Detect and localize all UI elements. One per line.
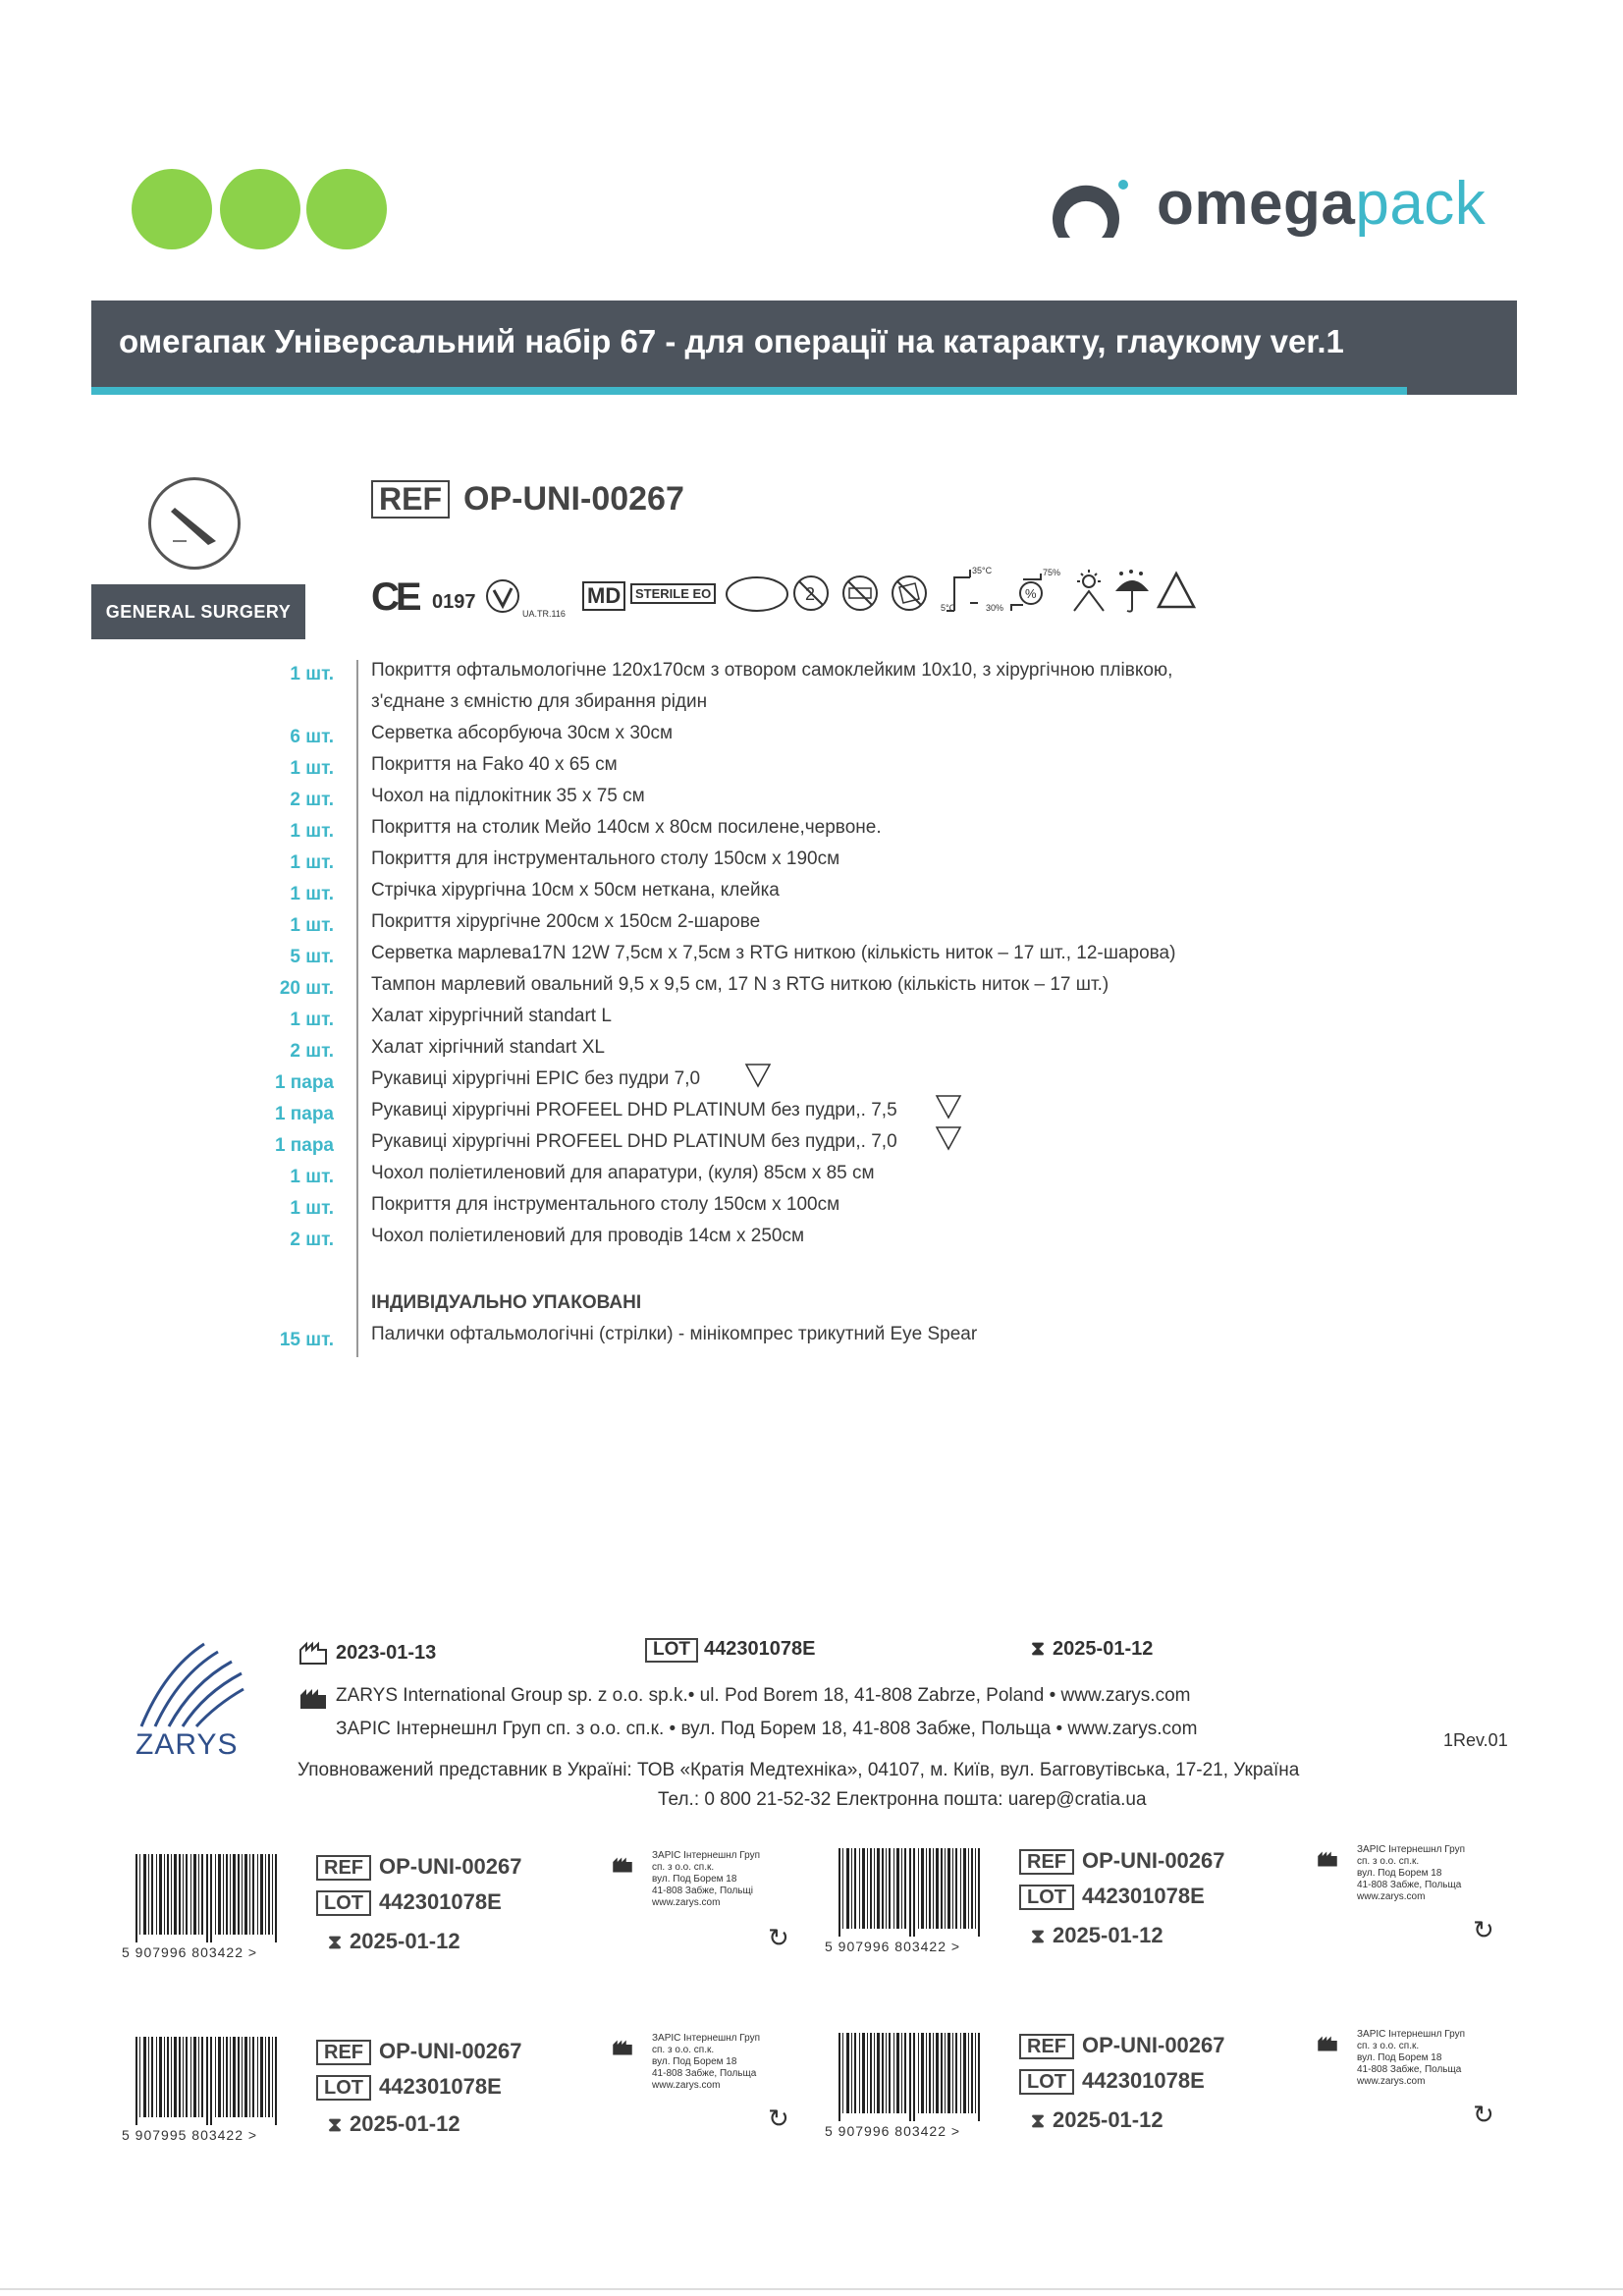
- notified-body-number: 0197: [432, 591, 476, 613]
- list-item-desc: Чохол поліетиленовий для проводів 14см х 250см: [371, 1226, 805, 1246]
- zarys-logo-icon: [135, 1640, 245, 1730]
- manufacturer-icon: [611, 2039, 634, 2056]
- lot-label: LOT: [1019, 1885, 1074, 1910]
- do-not-use-if-damaged-icon: [890, 574, 929, 613]
- expiry-value: 2025-01-12: [1053, 1638, 1154, 1660]
- list-item-desc: Покриття офтальмологічне 120х170см з отвором самоклейким 10х10, з хірургічною плівкою,: [371, 660, 1173, 681]
- label-ref: [316, 1854, 522, 1881]
- list-item-desc: Покриття на Fako 40 х 65 см: [371, 754, 618, 775]
- sterile-eo-symbol: STERILE EO: [630, 583, 716, 604]
- scalpel-icon: [148, 477, 241, 570]
- hourglass-icon: ⧗: [1031, 1638, 1046, 1660]
- hourglass-icon: ⧗: [1031, 1926, 1046, 1947]
- lot-value: 442301078E: [1082, 1884, 1205, 1908]
- list-item-qty: 20 шт.: [279, 978, 334, 999]
- temperature-low: 5°C: [941, 603, 956, 613]
- keep-away-from-sunlight-icon: [1068, 568, 1109, 615]
- lot-value: 442301078E: [379, 2074, 502, 2099]
- list-item-qty: 2 шт.: [290, 790, 334, 810]
- do-not-reuse-oval-icon: [725, 574, 789, 614]
- lot-label: LOT: [1019, 2069, 1074, 2095]
- product-title: омегапак Універсальний набір 67 - для операції на катаракту, глаукому ver.1: [119, 323, 1344, 359]
- latex-icon: [935, 1094, 962, 1120]
- latex-icon: [935, 1125, 962, 1151]
- label-address: ЗАРІС Інтернешнл Груп сп. з о.о. сп.к. вул. Под Борем 18 41-808 Забже, Польщі www.zarys.com: [652, 1850, 761, 1908]
- label-ref: [316, 2039, 522, 2065]
- list-item-qty: 1 шт.: [290, 1198, 334, 1219]
- expiry-value: 2025-01-12: [350, 1929, 460, 1953]
- ref-value: OP-UNI-00267: [1082, 2033, 1225, 2057]
- label-expiry: [328, 2111, 460, 2137]
- md-symbol: MD: [582, 581, 625, 611]
- label-address: ЗАРІС Інтернешнл Груп сп. з о.о. сп.к. вул. Под Борем 18 41-808 Забже, Польща www.zarys.com: [1357, 1844, 1466, 1902]
- lot-label: LOT: [316, 1890, 371, 1916]
- expiry-date: [1031, 1638, 1153, 1661]
- list-item-desc: Стрічка хірургічна 10см х 50см неткана, клейка: [371, 880, 780, 901]
- expiry-value: 2025-01-12: [1053, 1923, 1163, 1947]
- label-lot: [1019, 2068, 1205, 2095]
- list-item-desc: Палички офтальмологічні (стрілки) - мінікомпрес трикутний Eye Spear: [371, 1324, 978, 1344]
- manufacture-date: 2023-01-13: [336, 1642, 437, 1664]
- list-item-qty: 5 шт.: [290, 947, 334, 967]
- expiry-value: 2025-01-12: [350, 2111, 460, 2136]
- svg-text:%: %: [1025, 586, 1037, 601]
- list-item-desc: Чохол на підлокітник 35 х 75 см: [371, 786, 645, 806]
- ref-value: OP-UNI-00267: [379, 1854, 522, 1879]
- ref-label: REF: [371, 480, 450, 519]
- manufacturer-icon: [611, 1856, 634, 1874]
- individually-packed-heading: ІНДИВІДУАЛЬНО УПАКОВАНІ: [371, 1292, 642, 1313]
- barcode: [835, 1848, 992, 1937]
- list-item-qty: 1 шт.: [290, 821, 334, 842]
- ce-mark-icon: CE: [371, 575, 418, 619]
- list-item-qty: 1 шт.: [290, 664, 334, 684]
- return-arrow-icon: ↻: [1473, 2100, 1494, 2129]
- list-item-desc: Тампон марлевий овальний 9,5 х 9,5 см, 17 N з RTG ниткою (кількість ниток – 17 шт.): [371, 974, 1109, 995]
- list-item-desc: Чохол поліетиленовий для апаратури, (куля) 85см х 85 см: [371, 1163, 875, 1183]
- label-lot: [1019, 1884, 1205, 1910]
- brand-name: omegapack: [1157, 170, 1487, 238]
- ref-value: OP-UNI-00267: [1082, 1848, 1225, 1873]
- list-item-desc: Покриття для інструментального столу 150см х 100см: [371, 1194, 840, 1215]
- lot-label: LOT: [645, 1638, 698, 1663]
- label-address: ЗАРІС Інтернешнл Груп сп. з о.о. сп.к. вул. Под Борем 18 41-808 Забже, Польща www.zarys.com: [1357, 2029, 1466, 2087]
- list-item-qty: 15 шт.: [279, 1330, 334, 1350]
- lot-value: 442301078E: [1082, 2068, 1205, 2093]
- label-lot: [316, 1889, 502, 1916]
- expiry-value: 2025-01-12: [1053, 2107, 1163, 2132]
- label-ref: [1019, 1848, 1225, 1875]
- list-item-desc: Рукавиці хірургічні PROFEEL DHD PLATINUM без пудри,. 7,5: [371, 1100, 897, 1121]
- label-expiry: [1031, 2107, 1163, 2133]
- list-item-desc: Рукавиці хірургічні PROFEEL DHD PLATINUM без пудри,. 7,0: [371, 1131, 897, 1152]
- svg-text:2: 2: [805, 584, 816, 604]
- manufacture-date-icon: [298, 1640, 328, 1666]
- label-address: ЗАРІС Інтернешнл Груп сп. з о.о. сп.к. вул. Под Борем 18 41-808 Забже, Польща www.zarys.com: [652, 2033, 761, 2091]
- brand-dot-3: [306, 169, 387, 249]
- hourglass-icon: ⧗: [328, 1932, 343, 1953]
- return-arrow-icon: ↻: [1473, 1915, 1494, 1944]
- list-item-desc: Покриття на столик Мейо 140см х 80см посилене,червоне.: [371, 817, 882, 838]
- list-item-qty: 2 шт.: [290, 1041, 334, 1062]
- zarys-logo-text: ZARYS: [135, 1728, 239, 1761]
- ukraine-conformity-icon: [483, 577, 522, 615]
- title-banner-accent: [91, 387, 1407, 395]
- manufacturer-icon: [1316, 2035, 1339, 2052]
- ref-label: REF: [1019, 2034, 1074, 2059]
- barcode-number: 5 907996 803422 >: [825, 1939, 961, 1954]
- list-item-qty: 1 пара: [274, 1104, 334, 1124]
- label-ref: [1019, 2033, 1225, 2059]
- list-item-qty: 1 пара: [274, 1135, 334, 1156]
- list-item-qty: 2 шт.: [290, 1230, 334, 1250]
- return-arrow-icon: ↻: [768, 2104, 789, 2133]
- list-item-desc: Покриття для інструментального столу 150см х 190см: [371, 848, 840, 869]
- barcode-number: 5 907995 803422 >: [122, 2127, 258, 2143]
- manufacturer-address-en: ZARYS International Group sp. z o.o. sp.k.• ul. Pod Borem 18, 41-808 Zabrze, Poland • www.zarys.com: [336, 1685, 1191, 1706]
- uatr-code: UA.TR.116: [522, 609, 566, 619]
- list-item-qty: 6 шт.: [290, 727, 334, 747]
- label-expiry: [328, 1929, 460, 1954]
- humidity-low: 30%: [986, 603, 1004, 613]
- page-bottom-edge: [0, 2288, 1623, 2290]
- list-item-qty: 1 шт.: [290, 884, 334, 904]
- category-label: GENERAL SURGERY: [91, 584, 305, 639]
- list-item-qty: 1 шт.: [290, 1010, 334, 1030]
- list-item-qty: 1 шт.: [290, 852, 334, 873]
- humidity-high: 75%: [1043, 568, 1061, 577]
- ref-value: OP-UNI-00267: [379, 2039, 522, 2063]
- ref-label: REF: [1019, 1849, 1074, 1875]
- single-use-icon: [791, 574, 831, 613]
- barcode: [132, 2037, 289, 2125]
- label-lot: [316, 2074, 502, 2101]
- return-arrow-icon: ↻: [768, 1923, 789, 1952]
- omegapack-logo-icon: [1049, 177, 1131, 246]
- ua-representative: Уповноважений представник в Україні: ТОВ «Кратія Медтехніка», 04107, м. Київ, вул. Багговутівська, 17-21, Україна: [298, 1760, 1300, 1780]
- ua-contacts: Тел.: 0 800 21-52-32 Електронна пошта: uarep@cratia.ua: [658, 1789, 1147, 1810]
- reference-code: [371, 480, 684, 519]
- hourglass-icon: ⧗: [328, 2114, 343, 2136]
- list-item-desc: Халат хіргічний standart XL: [371, 1037, 605, 1058]
- barcode-number: 5 907996 803422 >: [825, 2123, 961, 2139]
- list-item-qty: 1 пара: [274, 1072, 334, 1093]
- latex-icon: [744, 1063, 772, 1088]
- ref-label: REF: [316, 2040, 371, 2065]
- lot-value: 442301078E: [379, 1889, 502, 1914]
- list-item-desc: Халат хірургічний standart L: [371, 1006, 612, 1026]
- do-not-resterilize-icon: [840, 574, 880, 613]
- list-item-desc: Серветка абсорбуюча 30см х 30см: [371, 723, 674, 743]
- keep-dry-icon: [1111, 568, 1153, 615]
- manufacturer-icon: [1316, 1850, 1339, 1868]
- label-expiry: [1031, 1923, 1163, 1948]
- list-item-qty: 1 шт.: [290, 1167, 334, 1187]
- hourglass-icon: ⧗: [1031, 2110, 1046, 2132]
- ref-label: REF: [316, 1855, 371, 1881]
- list-item-qty: 1 шт.: [290, 758, 334, 779]
- manufacturer-address-ua: ЗАРІС Інтернешнл Груп сп. з о.о. сп.к. • вул. Под Борем 18, 41-808 Забже, Польща • www.zarys.com: [336, 1719, 1198, 1739]
- brand-dot-1: [132, 169, 212, 249]
- lot-value: 442301078E: [704, 1638, 816, 1660]
- list-divider: [356, 660, 358, 1357]
- list-item-desc: з'єднане з ємністю для збирання рідин: [371, 691, 708, 712]
- list-item-desc: Рукавиці хірургічні EPIC без пудри 7,0: [371, 1068, 701, 1089]
- manufacturer-icon: [298, 1687, 328, 1711]
- lot-number: [645, 1638, 815, 1663]
- barcode: [132, 1854, 289, 1942]
- temperature-high: 35°C: [972, 566, 993, 575]
- list-item-desc: Покриття хірургічне 200см х 150см 2-шарове: [371, 911, 761, 932]
- list-item-qty: 1 шт.: [290, 915, 334, 936]
- barcode-number: 5 907996 803422 >: [122, 1944, 258, 1960]
- brand-dot-2: [220, 169, 300, 249]
- revision: 1Rev.01: [1443, 1730, 1508, 1750]
- recycle-icon: [1155, 570, 1198, 613]
- lot-label: LOT: [316, 2075, 371, 2101]
- barcode: [835, 2033, 992, 2121]
- list-item-desc: Серветка марлева17N 12W 7,5см х 7,5см з RTG ниткою (кількість ниток – 17 шт., 12-шарова): [371, 943, 1176, 963]
- ref-value: OP-UNI-00267: [463, 480, 684, 518]
